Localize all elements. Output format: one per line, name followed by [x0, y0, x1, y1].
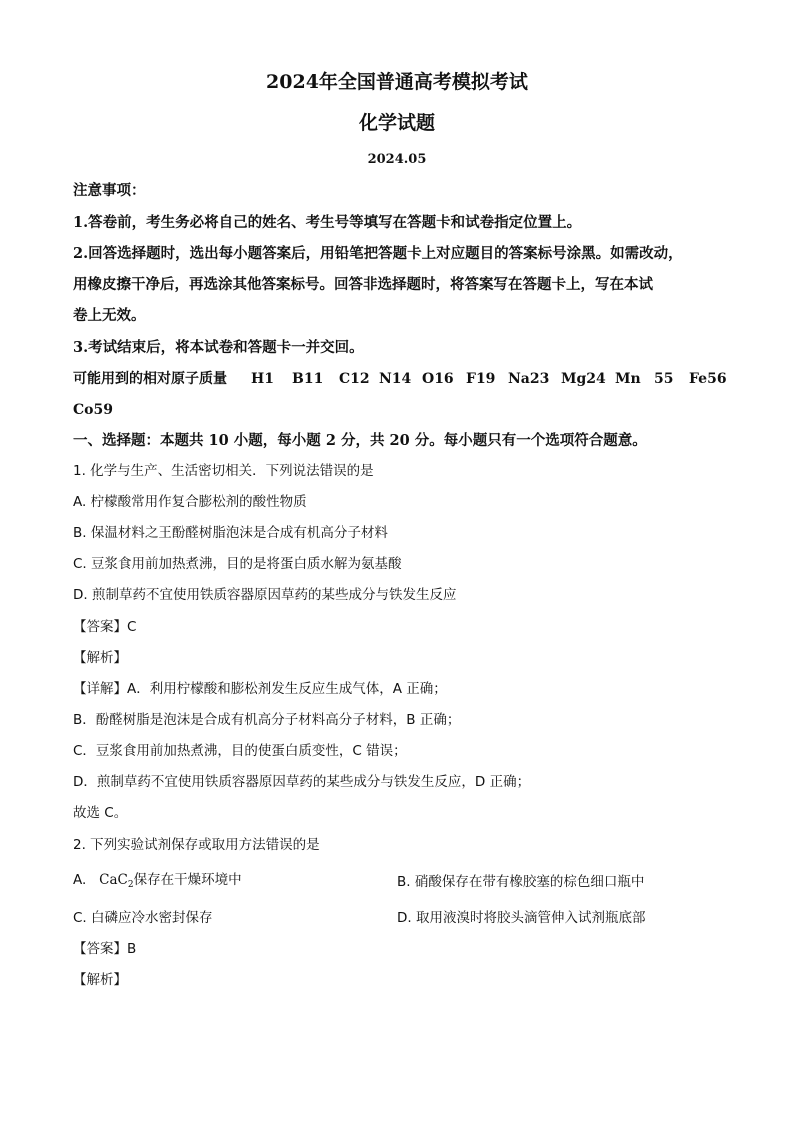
question-1-detail-b: B．酚醛树脂是泡沫是合成有机高分子材料高分子材料，B 正确；	[73, 712, 461, 728]
exam-subtitle: 化学试题	[358, 112, 435, 134]
atomic-mass-item: C12	[339, 371, 370, 387]
option-a-prefix: A.	[73, 872, 87, 888]
answer-value: C	[127, 619, 137, 635]
atomic-mass-item: Mg24	[561, 371, 606, 387]
note-item-3: 3.考试结束后，将本试卷和答题卡一并交回。	[73, 339, 364, 356]
detail-text: A．利用柠檬酸和膨松剂发生反应生成气体，A 正确；	[127, 681, 447, 697]
section-1-heading: 一、选择题：本题共 10 小题，每小题 2 分，共 20 分。每小题只有一个选项符合题意。	[73, 432, 647, 449]
question-1-option-d: D. 煎制草药不宜使用铁质容器原因草药的某些成分与铁发生反应	[73, 587, 457, 603]
atomic-mass-item: O16	[422, 371, 454, 387]
question-2-option-a	[73, 874, 242, 890]
detail-tag: 【详解】	[73, 681, 127, 697]
atomic-masses-label: 可能用到的相对原子质量	[73, 371, 227, 387]
answer-tag: 【答案】	[73, 619, 127, 635]
question-1-detail-c: C．豆浆食用前加热煮沸，目的使蛋白质变性，C 错误；	[73, 743, 407, 759]
question-1-stem: 1. 化学与生产、生活密切相关．下列说法错误的是	[73, 463, 374, 479]
atomic-mass-item: Fe56	[689, 371, 727, 387]
question-1-detail-d: D．煎制草药不宜使用铁质容器原因草药的某些成分与铁发生反应，D 正确；	[73, 774, 531, 790]
question-1-option-b: B. 保温材料之王酚醛树脂泡沫是合成有机高分子材料	[73, 525, 388, 541]
question-1-detail-a	[73, 683, 447, 697]
atomic-mass-overflow: Co59	[73, 402, 113, 418]
question-2-option-c: C. 白磷应冷水密封保存	[73, 910, 213, 926]
question-1-option-a: A. 柠檬酸常用作复合膨松剂的酸性物质	[73, 494, 307, 510]
note-item-2-line-1: 2.回答选择题时，选出每小题答案后，用铅笔把答题卡上对应题目的答案标号涂黑。如需改动，	[73, 245, 683, 262]
question-2-option-d: D. 取用液溴时将胶头滴管伸入试剂瓶底部	[397, 910, 646, 926]
atomic-mass-item: B11	[292, 371, 324, 387]
question-2-stem: 2. 下列实验试剂保存或取用方法错误的是	[73, 837, 320, 853]
atomic-mass-item: Na23	[508, 371, 550, 387]
question-1-answer	[73, 621, 136, 635]
answer-tag: 【答案】	[73, 941, 127, 957]
atomic-mass-item: Mn	[615, 371, 641, 387]
option-a-text: 保存在干燥环境中	[133, 872, 242, 888]
formula-subscript: 2	[127, 880, 134, 890]
note-item-2-line-3: 卷上无效。	[73, 307, 146, 324]
exam-date: 2024.05	[367, 152, 427, 167]
atomic-mass-item: H1	[251, 371, 274, 387]
atomic-masses-line	[73, 372, 733, 390]
answer-value: B	[127, 941, 137, 957]
note-item-2-line-2: 用橡皮擦干净后，再选涂其他答案标号。回答非选择题时，将答案写在答题卡上，写在本试	[73, 276, 653, 293]
question-2-analysis-tag: 【解析】	[73, 972, 127, 988]
atomic-mass-item: 55	[654, 371, 674, 387]
question-2-option-b: B. 硝酸保存在带有橡胶塞的棕色细口瓶中	[397, 874, 645, 890]
exam-title: 2024年全国普通高考模拟考试	[266, 71, 528, 93]
question-2-answer	[73, 943, 136, 957]
question-1-conclusion: 故选 C。	[73, 805, 128, 821]
question-1-option-c: C. 豆浆食用前加热煮沸，目的是将蛋白质水解为氨基酸	[73, 556, 402, 572]
notes-heading: 注意事项：	[73, 182, 146, 199]
question-1-analysis-tag: 【解析】	[73, 650, 127, 666]
note-item-1: 1.答卷前，考生务必将自己的姓名、考生号等填写在答题卡和试卷指定位置上。	[73, 214, 582, 231]
atomic-mass-item: F19	[466, 371, 496, 387]
option-a-formula	[99, 872, 133, 888]
formula-main: CaC	[99, 872, 128, 888]
atomic-mass-item: N14	[379, 371, 412, 387]
